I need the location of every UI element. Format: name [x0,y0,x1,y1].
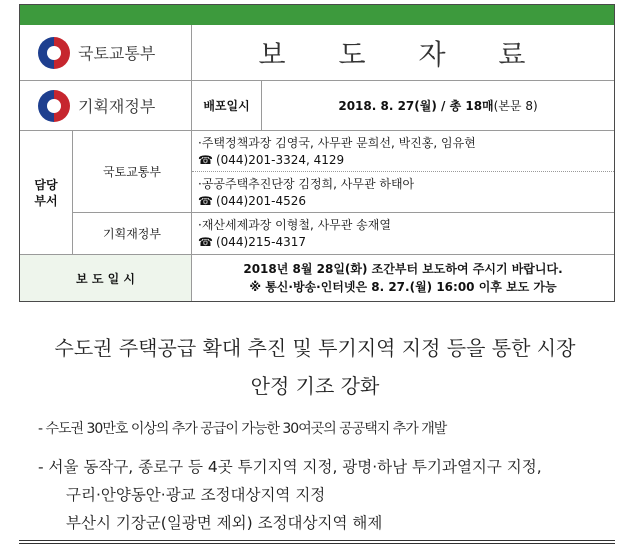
contact-phone-line [198,152,614,169]
embargo-text [192,255,614,301]
agency-logo-molit [20,25,192,81]
release-label: 배포일시 [192,81,262,131]
bullet-item: - 서울 동작구, 종로구 등 4곳 투기지역 지정, 광명·하남 투기과열지구 지정, [38,458,542,476]
contact-dept: ·주택정책과장 김영국, 사무관 문희선, 박진홍, 임유현 [198,136,476,150]
contact-agency-molit: 국토교통부 [73,131,192,213]
agency-name-moef: 기획재정부 [78,97,156,116]
contact-section-label [20,131,73,255]
government-emblem-icon [38,37,70,69]
header-color-bar [20,5,614,25]
government-emblem-icon [38,90,70,122]
contact-phone: (044)201-4526 [215,194,306,208]
headline-line-2: 안정 기조 강화 [250,374,380,398]
bullet-item-continued: 부산시 기장군(일광면 제외) 조정대상지역 해제 [66,514,383,532]
contact-agency-moef: 기획재정부 [73,213,192,255]
contact-dept: ·재산세제과장 이형철, 사무관 송재열 [198,218,391,232]
release-date: 2018. 8. 27(월) / 총 18매 [338,99,494,113]
press-release-header-table [19,4,615,302]
contact-entry [192,131,614,172]
contact-entry [192,213,614,255]
contact-phone: (044)215-4317 [215,235,306,249]
bottom-divider [19,543,615,544]
release-suffix: (본문 8) [493,99,538,113]
contact-entry [192,172,614,213]
phone-icon: ☎ [198,194,213,208]
agency-name-molit: 국토교통부 [78,44,156,63]
contact-label-line1: 담당 [34,177,58,192]
contact-phone-line [198,234,614,251]
headline-line-1: 수도권 주택공급 확대 추진 및 투기지역 지정 등을 통한 시장 [54,336,576,360]
release-value [262,81,614,131]
embargo-label: 보 도 일 시 [20,255,192,301]
bullet-item: - 수도권 30만호 이상의 추가 공급이 가능한 30여곳의 공공택지 추가 개발 [38,421,447,437]
embargo-line-1: 2018년 8월 28일(화) 조간부터 보도하여 주시기 바랍니다. [243,262,563,276]
bottom-divider [19,540,615,541]
bullet-item-continued: 구리·안양동안·광교 조정대상지역 지정 [66,486,326,504]
phone-icon: ☎ [198,235,213,249]
contact-phone-line [198,193,614,210]
agency-logo-moef [20,81,192,131]
contact-phone: (044)201-3324, 4129 [215,153,345,167]
contact-label-line2: 부서 [34,193,58,208]
document-type-title: 보 도 자 료 [192,25,614,81]
phone-icon: ☎ [198,153,213,167]
contact-dept: ·공공주택추진단장 김정희, 사무관 하태아 [198,177,415,191]
embargo-line-2: ※ 통신·방송·인터넷은 8. 27.(월) 16:00 이후 보도 가능 [249,280,557,294]
